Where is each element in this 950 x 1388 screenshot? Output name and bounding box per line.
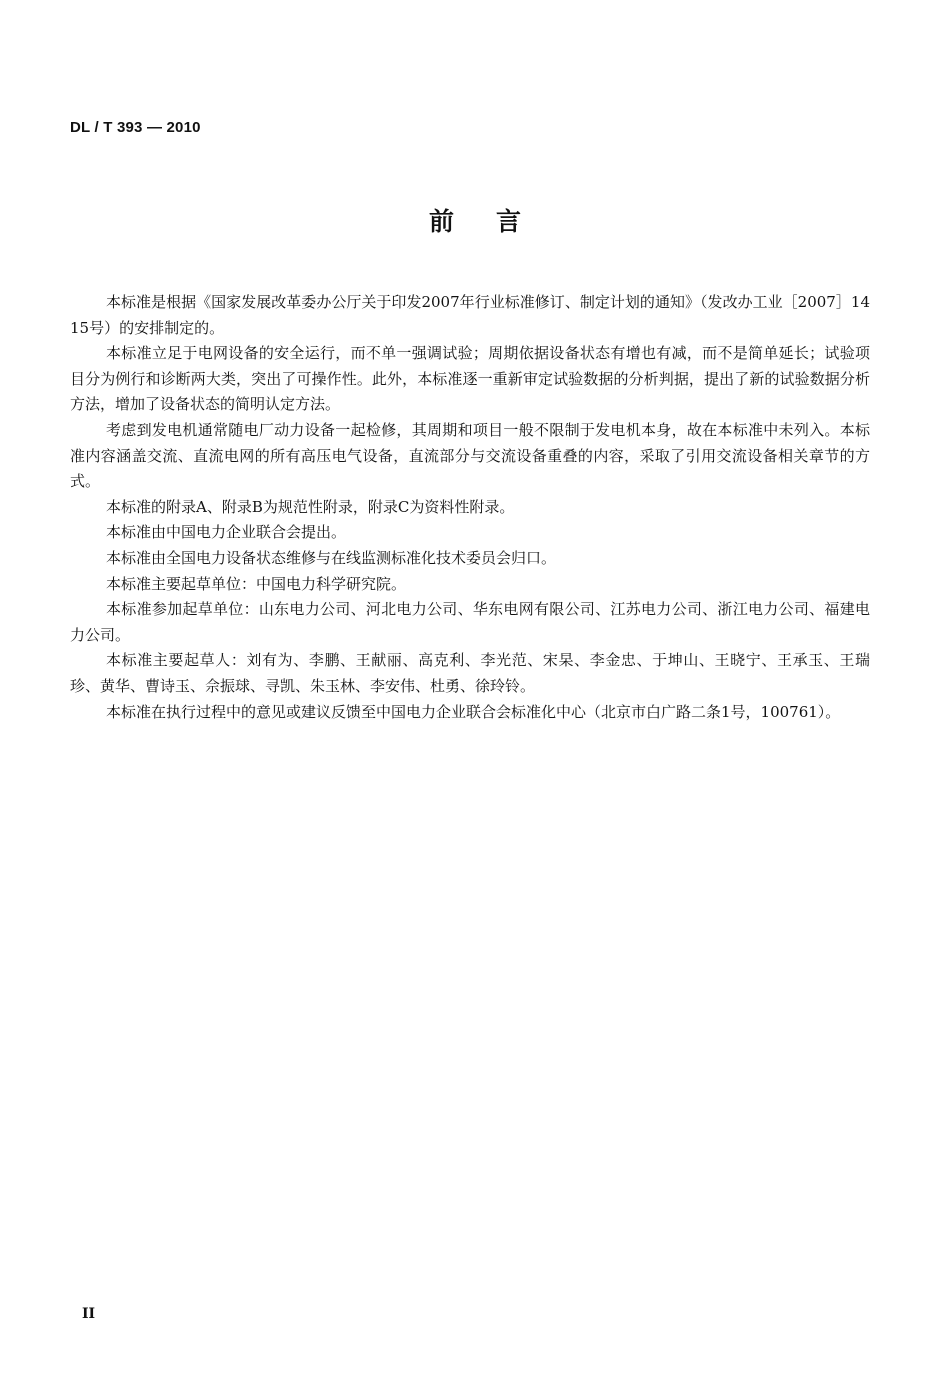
document-code: DL / T 393 — 2010 (70, 119, 201, 136)
paragraph-principles: 本标准立足于电网设备的安全运行，而不单一强调试验；周期依据设备状态有增也有减，而不是简单延长；试验项目分为例行和诊断两大类，突出了可操作性。此外，本标准逐一重新审定试验数据的分析判据，提出了新的试验数据分析方法，增加了设备状态的简明认定方法。 (70, 344, 870, 414)
foreword-body (70, 290, 870, 725)
paragraph-annexes: 本标准的附录A、附录B为规范性附录，附录C为资料性附录。 (106, 497, 515, 516)
paragraph-main-drafters: 本标准主要起草人：刘有为、李鹏、王献丽、高克利、李光范、宋杲、李金忠、于坤山、王晓宁、王承玉、王瑞珍、黄华、曹诗玉、佘振球、寻凯、朱玉林、李安伟、杜勇、徐玲铃。 (70, 651, 870, 695)
paragraph-scope: 考虑到发电机通常随电厂动力设备一起检修，其周期和项目一般不限制于发电机本身，故在本标准中未列入。本标准内容涵盖交流、直流电网的所有高压电气设备，直流部分与交流设备重叠的内容，采取了引用交流设备相关章节的方式。 (70, 420, 870, 491)
paragraph-main-drafter-unit: 本标准主要起草单位：中国电力科学研究院。 (106, 574, 407, 593)
paragraph-participating-units: 本标准参加起草单位：山东电力公司、河北电力公司、华东电网有限公司、江苏电力公司、浙江电力公司、福建电力公司。 (70, 600, 870, 644)
paragraph-proposer: 本标准由中国电力企业联合会提出。 (106, 523, 347, 542)
page-title: 前言 (428, 207, 563, 236)
paragraph-basis: 本标准是根据《国家发展改革委办公厅关于印发2007年行业标准修订、制定计划的通知》（发改办工业［2007］1415号）的安排制定的。 (70, 293, 870, 337)
paragraph-committee: 本标准由全国电力设备状态维修与在线监测标准化技术委员会归口。 (106, 548, 557, 567)
page-number: II (82, 1306, 96, 1322)
paragraph-feedback: 本标准在执行过程中的意见或建议反馈至中国电力企业联合会标准化中心（北京市白广路二条1号，100761）。 (106, 702, 841, 721)
